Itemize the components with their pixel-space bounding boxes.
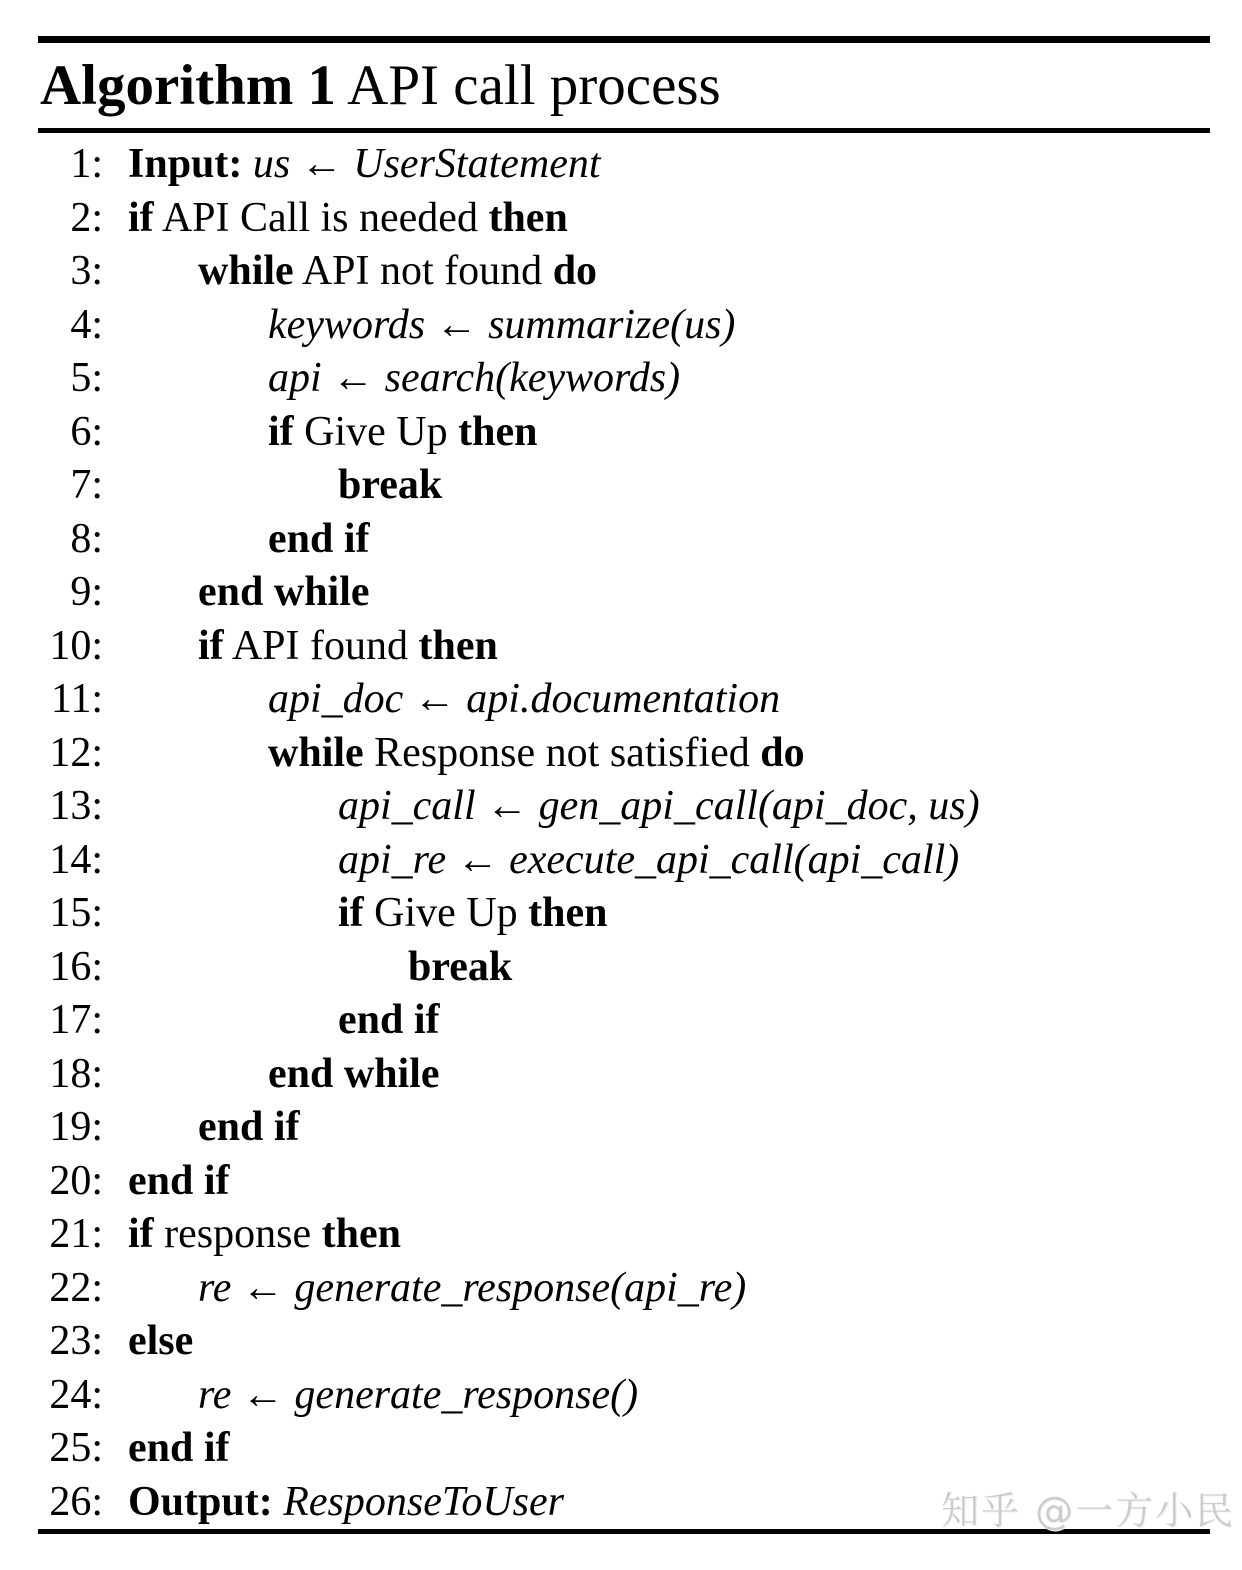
algorithm-line xyxy=(38,352,1210,406)
algorithm-line xyxy=(38,192,1210,246)
keyword-text: end while xyxy=(268,1050,440,1097)
algorithm-line xyxy=(38,887,1210,941)
line-number: 3: xyxy=(70,248,103,294)
line-number: 25: xyxy=(49,1425,103,1471)
algorithm-line xyxy=(38,1315,1210,1369)
algorithm-line xyxy=(38,459,1210,513)
math-text: keywords ← summarize(us) xyxy=(268,301,736,348)
line-number: 8: xyxy=(70,515,103,562)
line-number: 1: xyxy=(70,141,103,187)
keyword-text: end if xyxy=(198,1104,300,1150)
math-text: re ← generate_response() xyxy=(198,1371,639,1418)
math-text: api_re ← execute_api_call(api_call) xyxy=(338,836,960,883)
plain-text: API not found xyxy=(293,248,553,294)
keyword-text: end if xyxy=(128,1425,230,1471)
line-content xyxy=(198,1101,300,1155)
line-number: 14: xyxy=(49,836,103,883)
line-content xyxy=(268,673,780,727)
algorithm-line xyxy=(38,1262,1210,1316)
plain-text: Response not satisfied xyxy=(363,729,761,776)
keyword-text: then xyxy=(488,194,568,241)
line-content xyxy=(268,727,805,781)
algorithm-line xyxy=(38,1422,1210,1476)
line-number: 18: xyxy=(49,1050,103,1097)
algorithm-line xyxy=(38,834,1210,888)
line-number: 15: xyxy=(49,890,103,936)
algorithm-line xyxy=(38,1048,1210,1102)
line-content xyxy=(128,1208,401,1262)
line-number: 6: xyxy=(70,408,103,455)
plain-text: Give Up xyxy=(293,408,459,455)
watermark: 知乎 @一方小民 xyxy=(941,1489,1236,1533)
math-text: us ← UserStatement xyxy=(252,141,601,187)
math-text: api ← search(keywords) xyxy=(268,355,681,401)
keyword-text: if xyxy=(268,408,294,455)
algorithm-line xyxy=(38,406,1210,460)
line-content xyxy=(128,192,568,246)
line-content xyxy=(268,406,538,460)
line-number: 22: xyxy=(49,1264,103,1311)
line-number: 7: xyxy=(70,462,103,508)
math-text: api_call ← gen_api_call(api_doc, us) xyxy=(338,783,980,829)
line-content xyxy=(128,138,601,192)
algorithm-line xyxy=(38,620,1210,674)
plain-text: API found xyxy=(223,622,419,669)
keyword-text: while xyxy=(198,248,294,294)
line-number: 23: xyxy=(49,1318,103,1364)
line-content xyxy=(338,780,980,834)
line-number: 20: xyxy=(49,1157,103,1204)
keyword-text: end if xyxy=(338,997,440,1043)
algorithm-name: API call process xyxy=(336,54,721,117)
math-text: api_doc ← api.documentation xyxy=(268,676,781,722)
algorithm-line xyxy=(38,941,1210,995)
line-content xyxy=(128,1315,193,1369)
line-number: 24: xyxy=(49,1371,103,1418)
line-content xyxy=(268,352,680,406)
keyword-text: then xyxy=(528,890,608,936)
line-content xyxy=(338,459,442,513)
line-content xyxy=(198,1262,746,1316)
algorithm-line xyxy=(38,727,1210,781)
line-content xyxy=(408,941,512,995)
line-content xyxy=(268,513,370,567)
algorithm-line xyxy=(38,994,1210,1048)
keyword-text: then xyxy=(418,622,498,669)
line-number: 16: xyxy=(49,943,103,990)
line-content xyxy=(198,1369,638,1423)
algorithm-line xyxy=(38,1101,1210,1155)
keyword-text: while xyxy=(268,729,364,776)
line-number: 19: xyxy=(49,1104,103,1150)
line-content xyxy=(338,834,959,888)
math-text: ResponseToUser xyxy=(283,1478,564,1525)
algorithm-line xyxy=(38,1155,1210,1209)
algorithm-line xyxy=(38,138,1210,192)
line-content xyxy=(198,620,498,674)
line-content xyxy=(338,994,440,1048)
keyword-text: break xyxy=(338,462,443,508)
math-text: re ← generate_response(api_re) xyxy=(198,1264,747,1311)
algorithm-body xyxy=(38,133,1210,1529)
line-content xyxy=(268,299,735,353)
keyword-text: if xyxy=(128,194,154,241)
line-content xyxy=(338,887,608,941)
keyword-text: then xyxy=(321,1211,401,1257)
line-number: 5: xyxy=(70,355,103,401)
keyword-text: Output: xyxy=(128,1478,284,1525)
line-number: 12: xyxy=(49,729,103,776)
algorithm-label: Algorithm 1 xyxy=(40,54,337,117)
line-content xyxy=(128,1155,230,1209)
line-number: 17: xyxy=(49,997,103,1043)
top-rule xyxy=(38,36,1210,43)
plain-text: API Call is needed xyxy=(153,194,489,241)
line-number: 11: xyxy=(50,676,103,722)
line-number: 9: xyxy=(70,569,103,615)
algorithm-line xyxy=(38,513,1210,567)
algorithm-line xyxy=(38,1208,1210,1262)
algorithm-line xyxy=(38,673,1210,727)
line-number: 13: xyxy=(49,783,103,829)
plain-text: Give Up xyxy=(363,890,529,936)
algorithm-line xyxy=(38,566,1210,620)
line-number: 26: xyxy=(49,1478,103,1525)
keyword-text: break xyxy=(408,943,513,990)
keyword-text: else xyxy=(128,1318,194,1364)
keyword-text: then xyxy=(458,408,538,455)
algorithm-line xyxy=(38,1369,1210,1423)
line-content xyxy=(128,1476,564,1530)
line-number: 10: xyxy=(49,622,103,669)
algorithm-line xyxy=(38,245,1210,299)
keyword-text: if xyxy=(198,622,224,669)
keyword-text: do xyxy=(552,248,598,294)
line-content xyxy=(128,1422,230,1476)
line-number: 21: xyxy=(49,1211,103,1257)
algorithm-box xyxy=(38,36,1210,1534)
algorithm-title xyxy=(38,43,1210,128)
keyword-text: end if xyxy=(128,1157,230,1204)
line-content xyxy=(268,1048,440,1102)
keyword-text: do xyxy=(760,729,805,776)
line-content xyxy=(198,566,370,620)
keyword-text: end if xyxy=(268,515,370,562)
plain-text: response xyxy=(153,1211,322,1257)
algorithm-line xyxy=(38,780,1210,834)
algorithm-line xyxy=(38,299,1210,353)
line-number: 4: xyxy=(70,301,103,348)
keyword-text: if xyxy=(128,1211,154,1257)
line-content xyxy=(198,245,597,299)
line-number: 2: xyxy=(70,194,103,241)
keyword-text: if xyxy=(338,890,364,936)
keyword-text: end while xyxy=(198,569,370,615)
keyword-text: Input: xyxy=(128,141,253,187)
